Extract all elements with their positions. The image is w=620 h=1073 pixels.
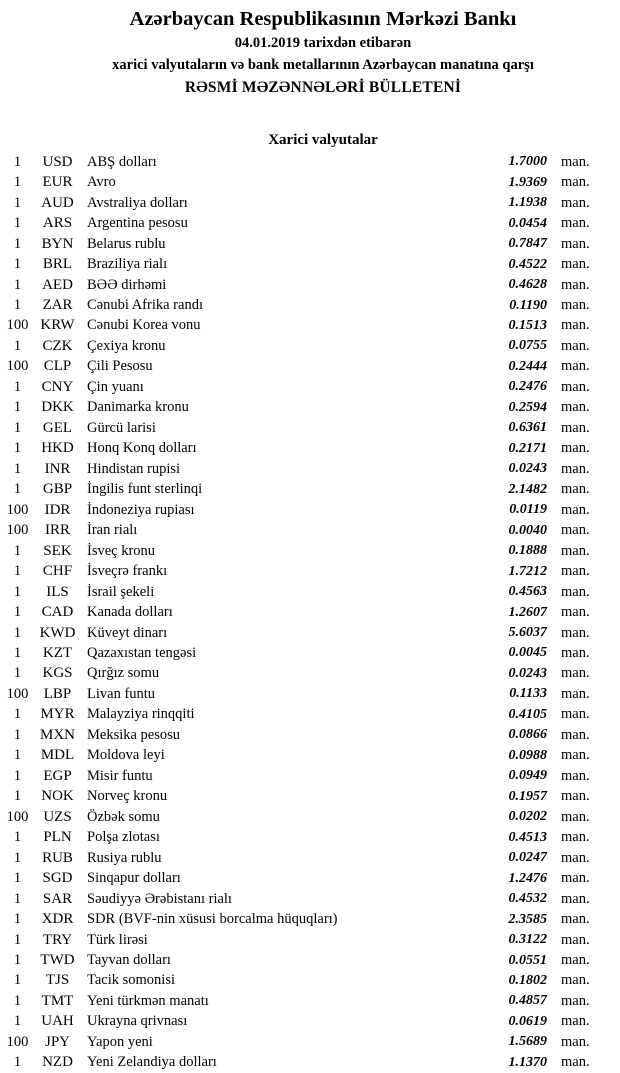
currency-code: INR — [44, 460, 71, 477]
currency-quantity: 100 — [6, 317, 29, 334]
currency-rate: 1.9369 — [508, 174, 547, 190]
currency-name: Braziliya rialı — [87, 256, 168, 273]
currency-unit-label: man. — [561, 276, 590, 293]
currency-unit-label: man. — [561, 1033, 590, 1050]
currency-name: Honq Konq dolları — [87, 440, 197, 457]
currency-quantity: 1 — [13, 399, 22, 416]
currency-name: ABŞ dolları — [87, 153, 157, 170]
currency-rate: 0.1133 — [509, 686, 547, 702]
currency-unit-label: man. — [561, 153, 590, 170]
currency-rate: 0.0949 — [508, 768, 547, 784]
currency-name: İsveçrə frankı — [87, 563, 168, 580]
currency-code: ZAR — [42, 297, 73, 314]
currency-name: Sinqapur dolları — [87, 870, 181, 887]
currency-rate: 0.2171 — [508, 440, 547, 456]
currency-row — [0, 787, 620, 807]
currency-name: SDR (BVF-nin xüsusi borcalma hüquqları) — [87, 911, 338, 928]
currency-rate: 1.5689 — [508, 1034, 547, 1050]
currency-code: BYN — [41, 235, 74, 252]
currency-name: Malayziya rinqqiti — [87, 706, 195, 723]
currency-quantity: 1 — [13, 1054, 22, 1071]
currency-code: IRR — [44, 522, 70, 539]
currency-rate: 0.0243 — [508, 461, 547, 477]
currency-name: Səudiyyə Ərəbistanı rialı — [87, 890, 232, 907]
currency-name: Çili Pesosu — [87, 358, 153, 375]
currency-unit-label: man. — [561, 767, 590, 784]
currency-unit-label: man. — [561, 870, 590, 887]
currency-name: Yapon yeni — [87, 1033, 153, 1050]
currency-unit-label: man. — [561, 992, 590, 1009]
currency-code: GEL — [42, 419, 73, 436]
currency-row — [0, 193, 620, 213]
currency-name: Qazaxıstan tengəsi — [87, 644, 197, 661]
currency-quantity: 1 — [13, 992, 22, 1009]
currency-code: EGP — [43, 767, 72, 784]
currency-row — [0, 971, 620, 991]
currency-unit-label: man. — [561, 706, 590, 723]
currency-unit-label: man. — [561, 440, 590, 457]
currency-unit-label: man. — [561, 378, 590, 395]
currency-quantity: 1 — [13, 440, 22, 457]
currency-unit-label: man. — [561, 726, 590, 743]
currency-quantity: 1 — [13, 583, 22, 600]
currency-unit-label: man. — [561, 563, 590, 580]
currency-row — [0, 336, 620, 356]
currency-row — [0, 254, 620, 274]
currency-quantity: 1 — [13, 235, 22, 252]
currency-row — [0, 827, 620, 847]
currency-name: Tayvan dolları — [87, 952, 171, 969]
currency-rate: 0.1513 — [508, 317, 547, 333]
currency-rate: 0.0119 — [509, 502, 547, 518]
currency-row — [0, 561, 620, 581]
currency-rate: 0.4563 — [508, 584, 547, 600]
bulletin-header — [0, 0, 620, 99]
bulletin-subtitle: xarici valyutaların və bank metallarının Azərbaycan manatına qarşı — [112, 57, 534, 73]
currency-code: CLP — [43, 358, 72, 375]
currency-rate: 1.1370 — [508, 1054, 547, 1070]
currency-rate: 0.0755 — [508, 338, 547, 354]
currency-code: XDR — [41, 911, 74, 928]
currency-code: DKK — [41, 399, 74, 416]
currency-rate: 1.2476 — [508, 870, 547, 886]
currency-row — [0, 930, 620, 950]
currency-unit-label: man. — [561, 911, 590, 928]
currency-quantity: 1 — [13, 542, 22, 559]
currency-code: AUD — [41, 194, 74, 211]
currency-row — [0, 541, 620, 561]
currency-rate: 0.4532 — [508, 891, 547, 907]
currency-quantity: 1 — [13, 726, 22, 743]
currency-name: Kanada dolları — [87, 604, 173, 621]
currency-quantity: 1 — [13, 153, 22, 170]
currency-quantity: 1 — [13, 1013, 22, 1030]
currency-unit-label: man. — [561, 194, 590, 211]
currency-name: Norveç kronu — [87, 788, 168, 805]
currency-unit-label: man. — [561, 419, 590, 436]
currency-quantity: 1 — [13, 276, 22, 293]
currency-row — [0, 152, 620, 172]
currency-code: ILS — [46, 583, 69, 600]
currency-rate: 0.0040 — [508, 522, 547, 538]
currency-rate: 0.4105 — [508, 706, 547, 722]
currency-rate: 0.3122 — [508, 932, 547, 948]
currency-name: Cənubi Afrika randı — [87, 297, 203, 314]
currency-code: BRL — [42, 256, 73, 273]
currency-unit-label: man. — [561, 829, 590, 846]
currency-code: HKD — [41, 440, 74, 457]
currency-unit-label: man. — [561, 931, 590, 948]
bank-title: Azərbaycan Respublikasının Mərkəzi Bankı — [129, 8, 517, 30]
currency-code: UZS — [43, 808, 72, 825]
currency-code: IDR — [44, 501, 71, 518]
currency-unit-label: man. — [561, 747, 590, 764]
currency-code: CNY — [41, 378, 74, 395]
currency-quantity: 1 — [13, 972, 22, 989]
currency-unit-label: man. — [561, 849, 590, 866]
currency-quantity: 1 — [13, 256, 22, 273]
currency-rate: 0.4513 — [508, 829, 547, 845]
currency-code: MXN — [39, 726, 75, 743]
currency-row — [0, 520, 620, 540]
currency-name: Danimarka kronu — [87, 399, 189, 416]
currency-name: Yeni Zelandiya dolları — [87, 1054, 217, 1071]
currency-name: Yeni türkmən manatı — [87, 992, 209, 1009]
currency-row — [0, 213, 620, 233]
currency-row — [0, 684, 620, 704]
currency-unit-label: man. — [561, 808, 590, 825]
currency-name: İsveç kronu — [87, 542, 156, 559]
currency-rate: 1.7212 — [508, 563, 547, 579]
currency-code: KRW — [40, 317, 75, 334]
currency-rate: 0.1888 — [508, 543, 547, 559]
currency-code: TWD — [40, 952, 75, 969]
currency-quantity: 1 — [13, 767, 22, 784]
currency-unit-label: man. — [561, 337, 590, 354]
currency-rate: 0.2476 — [508, 379, 547, 395]
currency-row — [0, 439, 620, 459]
currency-code: TRY — [42, 931, 73, 948]
section-title-foreign-currencies: Xarici valyutalar — [268, 132, 378, 148]
currency-code: KGS — [42, 665, 73, 682]
currency-unit-label: man. — [561, 460, 590, 477]
currency-name: Tacik somonisi — [87, 972, 175, 989]
currency-rate: 0.0045 — [508, 645, 547, 661]
currency-quantity: 100 — [6, 501, 29, 518]
currency-quantity: 1 — [13, 952, 22, 969]
currency-name: Meksika pesosu — [87, 726, 181, 743]
currency-name: Ukrayna qrivnası — [87, 1013, 188, 1030]
currency-name: İndoneziya rupiası — [87, 501, 195, 518]
currency-row — [0, 705, 620, 725]
currency-code: ARS — [42, 215, 73, 232]
currency-name: Çexiya kronu — [87, 337, 166, 354]
currency-quantity: 1 — [13, 419, 22, 436]
currency-quantity: 1 — [13, 644, 22, 661]
currency-quantity: 1 — [13, 215, 22, 232]
currency-quantity: 100 — [6, 1033, 29, 1050]
currency-code: NZD — [42, 1054, 73, 1071]
currency-code: TJS — [45, 972, 70, 989]
currency-rate: 0.0866 — [508, 727, 547, 743]
currency-row — [0, 868, 620, 888]
currency-unit-label: man. — [561, 297, 590, 314]
currency-row — [0, 602, 620, 622]
currency-rate: 0.0454 — [508, 215, 547, 231]
currency-unit-label: man. — [561, 501, 590, 518]
currency-quantity: 1 — [13, 870, 22, 887]
currency-rate: 0.2444 — [508, 358, 547, 374]
currency-unit-label: man. — [561, 481, 590, 498]
currency-name: Özbək somu — [87, 808, 160, 825]
currency-unit-label: man. — [561, 256, 590, 273]
currency-rate: 0.1190 — [509, 297, 547, 313]
currency-rate: 0.1957 — [508, 788, 547, 804]
currency-unit-label: man. — [561, 583, 590, 600]
currency-row — [0, 1032, 620, 1052]
currency-rate: 0.1802 — [508, 972, 547, 988]
currency-name: Rusiya rublu — [87, 849, 162, 866]
currency-name: Polşa zlotası — [87, 829, 160, 846]
currency-name: Hindistan rupisi — [87, 460, 181, 477]
currency-row — [0, 377, 620, 397]
currency-quantity: 1 — [13, 481, 22, 498]
currency-code: MYR — [40, 706, 75, 723]
currency-name: Çin yuanı — [87, 378, 144, 395]
currency-row — [0, 1012, 620, 1032]
currency-quantity: 1 — [13, 194, 22, 211]
currency-quantity: 1 — [13, 174, 22, 191]
currency-row — [0, 357, 620, 377]
currency-row — [0, 664, 620, 684]
currency-code: KWD — [39, 624, 76, 641]
currency-unit-label: man. — [561, 972, 590, 989]
currency-row — [0, 725, 620, 745]
currency-unit-label: man. — [561, 174, 590, 191]
currency-quantity: 1 — [13, 747, 22, 764]
currency-row — [0, 398, 620, 418]
currency-quantity: 1 — [13, 911, 22, 928]
currency-quantity: 1 — [13, 706, 22, 723]
currency-code: GBP — [42, 481, 73, 498]
currency-name: İran rialı — [87, 522, 138, 539]
currency-name: İngilis funt sterlinqi — [87, 481, 203, 498]
currency-code: PLN — [43, 829, 72, 846]
currency-quantity: 1 — [13, 460, 22, 477]
currency-quantity: 1 — [13, 788, 22, 805]
currency-unit-label: man. — [561, 890, 590, 907]
currency-row — [0, 234, 620, 254]
currency-quantity: 1 — [13, 297, 22, 314]
currency-code: TMT — [41, 992, 74, 1009]
currency-row — [0, 623, 620, 643]
currency-name: Moldova leyi — [87, 747, 165, 764]
currency-code: JPY — [44, 1033, 70, 1050]
currency-unit-label: man. — [561, 644, 590, 661]
currency-code: AED — [42, 276, 73, 293]
currency-row — [0, 991, 620, 1011]
currency-quantity: 1 — [13, 931, 22, 948]
currency-name: BƏƏ dirhəmi — [87, 276, 167, 293]
currency-unit-label: man. — [561, 604, 590, 621]
currency-code: MDL — [40, 747, 75, 764]
currency-name: Misir funtu — [87, 767, 153, 784]
currency-name: Cənubi Korea vonu — [87, 317, 201, 334]
currency-rate: 0.4628 — [508, 277, 547, 293]
currency-rate: 1.1938 — [508, 195, 547, 211]
currency-row — [0, 500, 620, 520]
currency-quantity: 1 — [13, 849, 22, 866]
currency-rate: 0.7847 — [508, 236, 547, 252]
currency-rate: 0.0551 — [508, 952, 547, 968]
currency-code: LBP — [43, 685, 72, 702]
currency-unit-label: man. — [561, 399, 590, 416]
currency-code: UAH — [41, 1013, 74, 1030]
currency-rate: 1.7000 — [508, 154, 547, 170]
currency-row — [0, 275, 620, 295]
currency-code: CAD — [41, 604, 74, 621]
currency-quantity: 1 — [13, 829, 22, 846]
currency-code: SEK — [43, 542, 72, 559]
currency-row — [0, 950, 620, 970]
currency-rate: 0.0619 — [508, 1013, 547, 1029]
currency-code: NOK — [41, 788, 74, 805]
currency-unit-label: man. — [561, 624, 590, 641]
currency-unit-label: man. — [561, 685, 590, 702]
currency-code: USD — [42, 153, 73, 170]
currency-quantity: 1 — [13, 563, 22, 580]
currency-quantity: 100 — [6, 522, 29, 539]
currency-code: RUB — [42, 849, 73, 866]
currency-rates-table — [0, 152, 620, 1073]
currency-row — [0, 807, 620, 827]
currency-row — [0, 746, 620, 766]
currency-unit-label: man. — [561, 1013, 590, 1030]
currency-rate: 0.4522 — [508, 256, 547, 272]
currency-row — [0, 909, 620, 929]
currency-name: İsrail şekeli — [87, 583, 155, 600]
currency-rate: 0.6361 — [508, 420, 547, 436]
currency-name: Avro — [87, 174, 116, 191]
currency-rate: 0.0247 — [508, 850, 547, 866]
currency-unit-label: man. — [561, 317, 590, 334]
currency-row — [0, 418, 620, 438]
currency-name: Küveyt dinarı — [87, 624, 168, 641]
currency-unit-label: man. — [561, 542, 590, 559]
currency-row — [0, 316, 620, 336]
currency-code: CZK — [42, 337, 73, 354]
currency-name: Gürcü larisi — [87, 419, 156, 436]
currency-rate: 0.0243 — [508, 665, 547, 681]
currency-quantity: 1 — [13, 337, 22, 354]
currency-rate: 5.6037 — [508, 625, 547, 641]
currency-code: EUR — [42, 174, 73, 191]
currency-quantity: 1 — [13, 378, 22, 395]
currency-unit-label: man. — [561, 952, 590, 969]
effective-date-line: 04.01.2019 tarixdən etibarən — [234, 35, 412, 51]
currency-unit-label: man. — [561, 1054, 590, 1071]
currency-unit-label: man. — [561, 215, 590, 232]
currency-name: Livan funtu — [87, 685, 156, 702]
currency-name: Türk lirəsi — [87, 931, 148, 948]
currency-name: Argentina pesosu — [87, 215, 188, 232]
currency-row — [0, 643, 620, 663]
currency-unit-label: man. — [561, 522, 590, 539]
currency-rate: 2.1482 — [508, 481, 547, 497]
currency-rate: 0.0988 — [508, 747, 547, 763]
currency-rate: 1.2607 — [508, 604, 547, 620]
currency-quantity: 1 — [13, 890, 22, 907]
currency-quantity: 1 — [13, 665, 22, 682]
currency-name: Belarus rublu — [87, 235, 166, 252]
currency-row — [0, 480, 620, 500]
currency-row — [0, 172, 620, 192]
currency-quantity: 100 — [6, 358, 29, 375]
currency-name: Qırğız somu — [87, 665, 160, 682]
currency-code: KZT — [42, 644, 73, 661]
currency-quantity: 1 — [13, 624, 22, 641]
currency-unit-label: man. — [561, 358, 590, 375]
currency-rate: 0.4857 — [508, 993, 547, 1009]
currency-code: SAR — [42, 890, 73, 907]
currency-quantity: 100 — [6, 685, 29, 702]
currency-code: SGD — [42, 870, 73, 887]
currency-quantity: 1 — [13, 604, 22, 621]
currency-row — [0, 848, 620, 868]
currency-quantity: 100 — [6, 808, 29, 825]
currency-rate: 0.0202 — [508, 809, 547, 825]
currency-code: CHF — [42, 563, 73, 580]
currency-row — [0, 889, 620, 909]
currency-rate: 2.3585 — [508, 911, 547, 927]
currency-row — [0, 295, 620, 315]
currency-row — [0, 1053, 620, 1073]
currency-name: Avstraliya dolları — [87, 194, 188, 211]
currency-unit-label: man. — [561, 235, 590, 252]
currency-unit-label: man. — [561, 665, 590, 682]
currency-row — [0, 459, 620, 479]
currency-rate: 0.2594 — [508, 399, 547, 415]
currency-unit-label: man. — [561, 788, 590, 805]
currency-row — [0, 582, 620, 602]
official-rates-bulletin-title: RƏSMİ MƏZƏNNƏLƏRİ BÜLLETENİ — [184, 79, 462, 96]
currency-row — [0, 766, 620, 786]
